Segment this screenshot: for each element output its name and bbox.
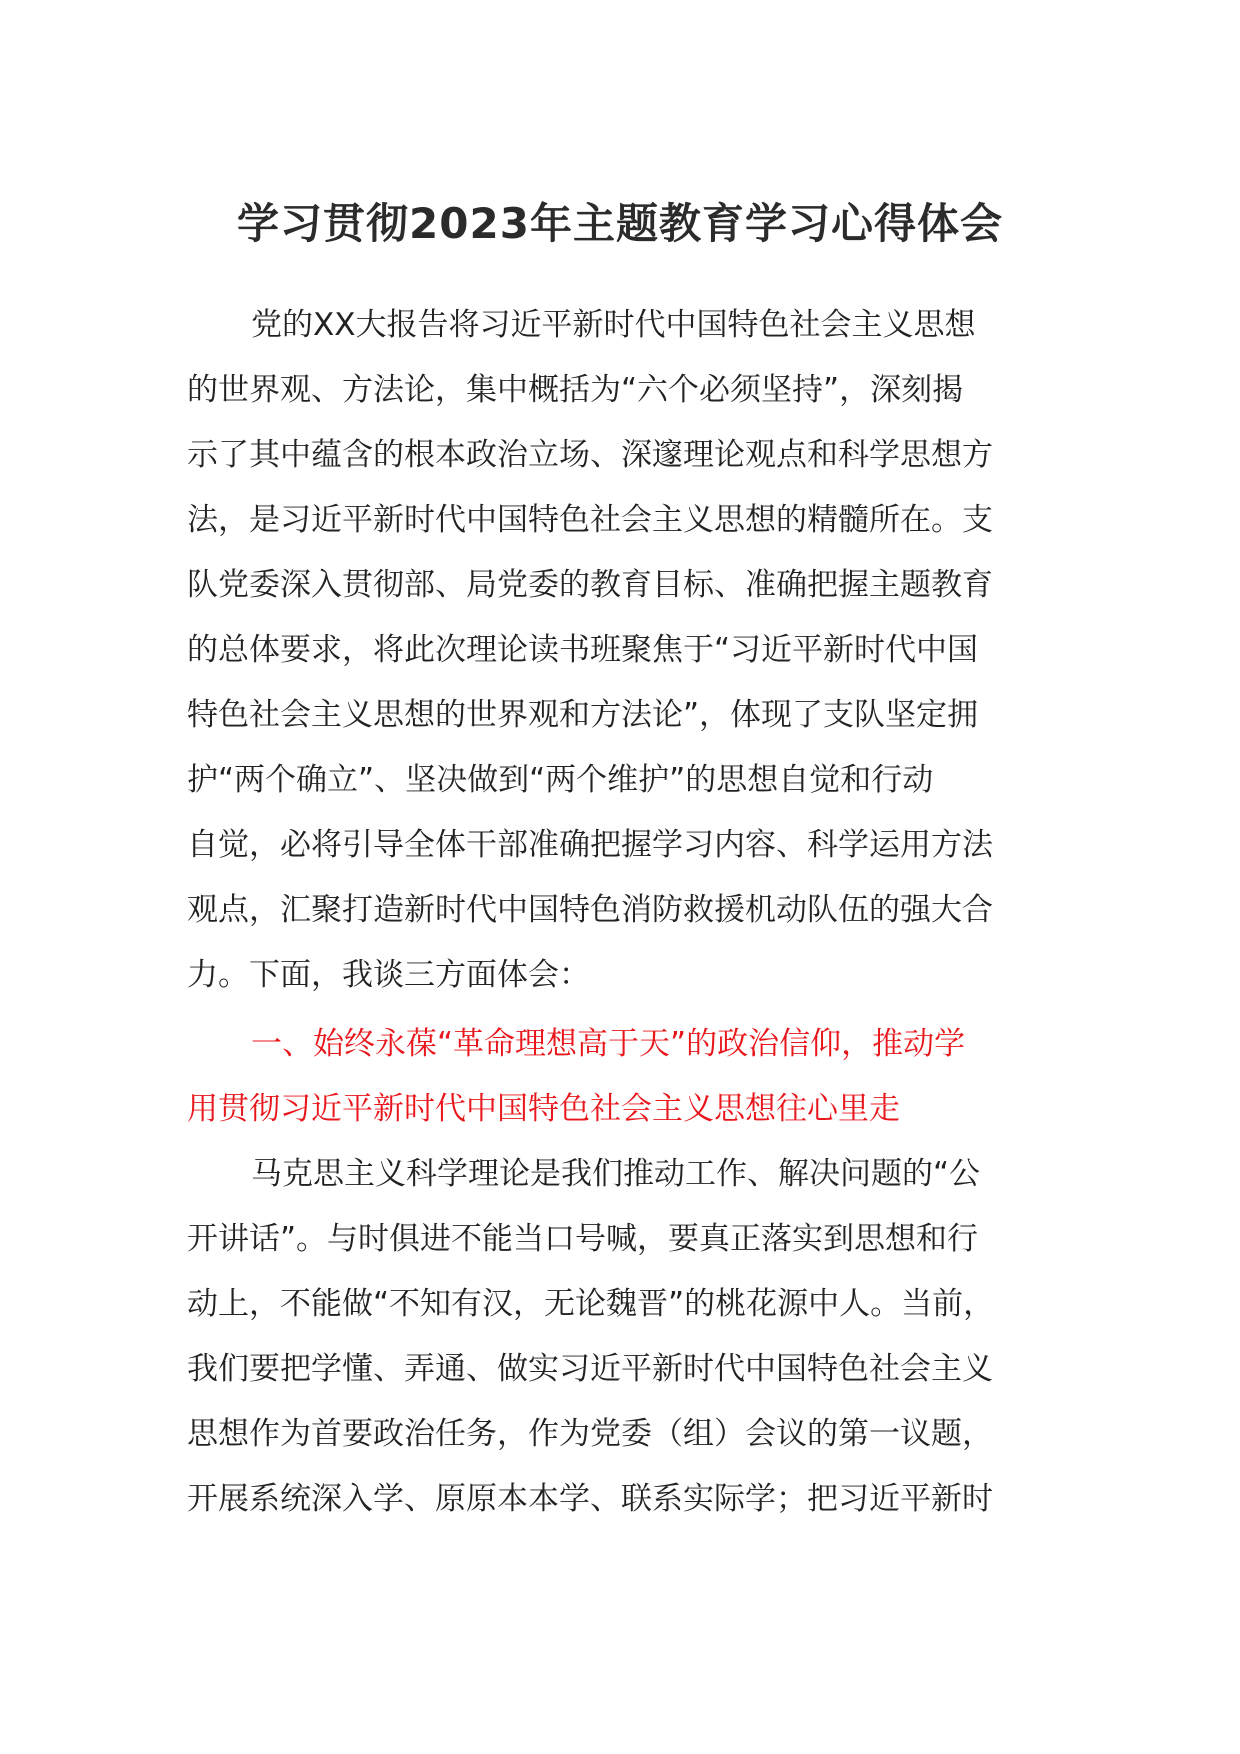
paragraph-line: 法，是习近平新时代中国特色社会主义思想的精髓所在。支 [187, 502, 993, 538]
heading-line: 用贯彻习近平新时代中国特色社会主义思想往心里走 [187, 1091, 900, 1127]
section-heading-1 [187, 1012, 1057, 1142]
paragraph-line: 思想作为首要政治任务，作为党委（组）会议的第一议题， [187, 1416, 993, 1452]
paragraph-line: 观点，汇聚打造新时代中国特色消防救援机动队伍的强大合 [187, 892, 993, 928]
paragraph-section-1 [187, 1142, 1057, 1532]
paragraph-line: 马克思主义科学理论是我们推动工作、解决问题的“公 [251, 1156, 981, 1192]
paragraph-line: 动上，不能做“不知有汉，无论魏晋”的桃花源中人。当前， [187, 1286, 995, 1322]
paragraph-line: 护“两个确立”、坚决做到“两个维护”的思想自觉和行动 [187, 762, 934, 798]
paragraph-line: 我们要把学懂、弄通、做实习近平新时代中国特色社会主义 [187, 1351, 993, 1387]
paragraph-line: 示了其中蕴含的根本政治立场、深邃理论观点和科学思想方 [187, 437, 993, 473]
paragraph-line: 的总体要求，将此次理论读书班聚焦于“习近平新时代中国 [187, 632, 979, 668]
paragraph-line: 队党委深入贯彻部、局党委的教育目标、准确把握主题教育 [187, 567, 993, 603]
document-title: 学习贯彻2023年主题教育学习心得体会 [237, 199, 1003, 248]
paragraph-line: 的世界观、方法论，集中概括为“六个必须坚持”，深刻揭 [187, 372, 964, 408]
heading-line: 一、始终永葆“革命理想高于天”的政治信仰，推动学 [251, 1026, 966, 1062]
paragraph-line: 开讲话”。与时俱进不能当口号喊，要真正落实到思想和行 [187, 1221, 979, 1257]
paragraph-line: 自觉，必将引导全体干部准确把握学习内容、科学运用方法 [187, 827, 993, 863]
paragraph-intro [187, 293, 1057, 1008]
paragraph-line: 力。下面，我谈三方面体会： [187, 957, 590, 993]
paragraph-line: 开展系统深入学、原原本本学、联系实际学；把习近平新时 [187, 1481, 993, 1517]
paragraph-line: 特色社会主义思想的世界观和方法论”，体现了支队坚定拥 [187, 697, 979, 733]
paragraph-line: 党的XX大报告将习近平新时代中国特色社会主义思想 [251, 307, 976, 343]
